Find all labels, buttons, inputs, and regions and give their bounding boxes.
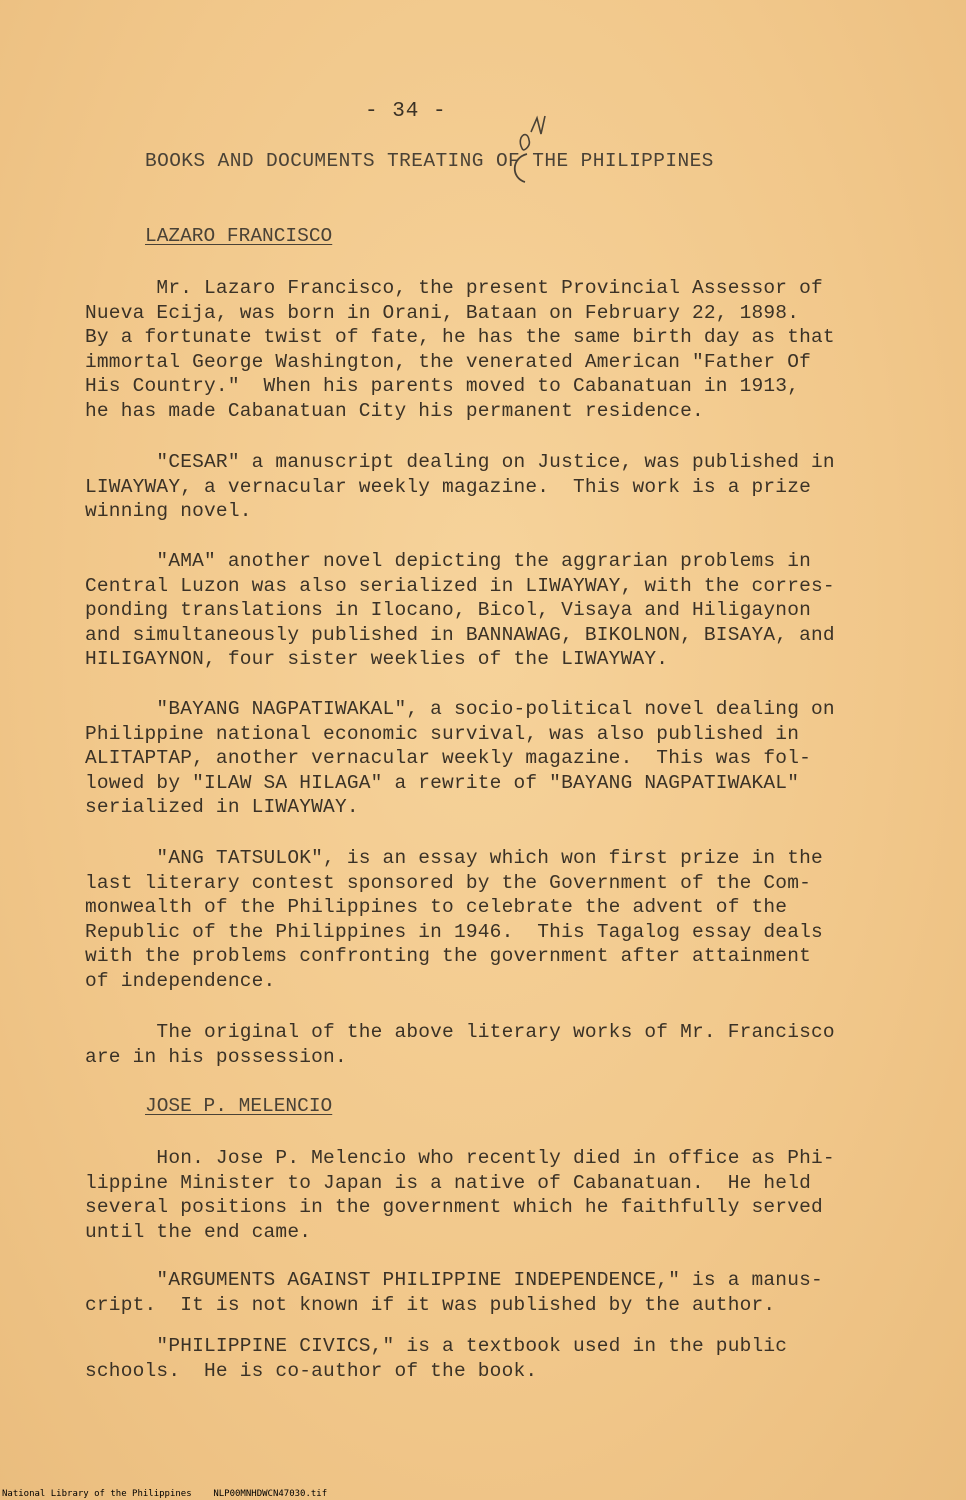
footer-library: National Library of the Philippines [2, 1489, 192, 1499]
footer-file: NLP00MNHDWCN47030.tif [213, 1489, 328, 1499]
paragraph-original-works: The original of the above literary works of Mr. Francisco are in his possession. [85, 1021, 835, 1068]
paragraph-biography-melencio: Hon. Jose P. Melencio who recently died in office as Phi- lippine Minister to Japan is a native of Cabanatuan. He held several positions in the government which he faithfully served until the end came. [85, 1147, 835, 1243]
paragraph-cesar: "CESAR" a manuscript dealing on Justice, was published in LIWAYWAY, a vernacular weekly magazine. This work is a prize winning novel. [85, 451, 835, 523]
paragraph-philippine-civics: "PHILIPPINE CIVICS," is a textbook used in the public schools. He is co-author of the book. [85, 1335, 788, 1382]
section-heading-lazaro-francisco: LAZARO FRANCISCO [145, 225, 333, 247]
paragraph-biography-francisco: Mr. Lazaro Francisco, the present Provincial Assessor of Nueva Ecija, was born in Orani, Bataan on February 22, 1898. By a fortunate twist of fate, he has the same birth day as that immortal George Washington, the venerated American "Father Of His Country." When his parents moved to Cabanatuan in 1913, he has made Cabanatuan City his permanent residence. [85, 277, 835, 422]
paragraph-bayang-nagpatiwakal: "BAYANG NAGPATIWAKAL", a socio-political novel dealing on Philippine national economic survival, was also published in ALITAPTAP, another vernacular weekly magazine. This was fol- lowed by "ILAW SA HILAGA" a rewrite of "BAYANG NAGPATIWAKAL" serialized in LIWAYWAY. [85, 698, 835, 819]
document-title: BOOKS AND DOCUMENTS TREATING OF THE PHILIPPINES [145, 150, 714, 172]
scan-footer [2, 1489, 327, 1499]
paragraph-ama: "AMA" another novel depicting the aggrarian problems in Central Luzon was also serialized in LIWAYWAY, with the corres- ponding translations in Ilocano, Bicol, Visaya and Hiligaynon and simultaneously published in BANNAWAG, BIKOLNON, BISAYA, and HILIGAYNON, four sister weeklies of the LIWAYWAY. [85, 550, 835, 671]
section-heading-jose-melencio: JOSE P. MELENCIO [145, 1095, 333, 1117]
paragraph-ang-tatsulok: "ANG TATSULOK", is an essay which won first prize in the last literary contest sponsored by the Government of the Com- monwealth of the Philippines to celebrate the advent of the Republic of the Philippines in 1946. This Tagalog essay deals with the problems confronting the government after attainment of independence. [85, 847, 823, 992]
page-number: - 34 - [365, 100, 447, 123]
paragraph-arguments: "ARGUMENTS AGAINST PHILIPPINE INDEPENDENCE," is a manus- cript. It is not known if it was published by the author. [85, 1269, 823, 1316]
